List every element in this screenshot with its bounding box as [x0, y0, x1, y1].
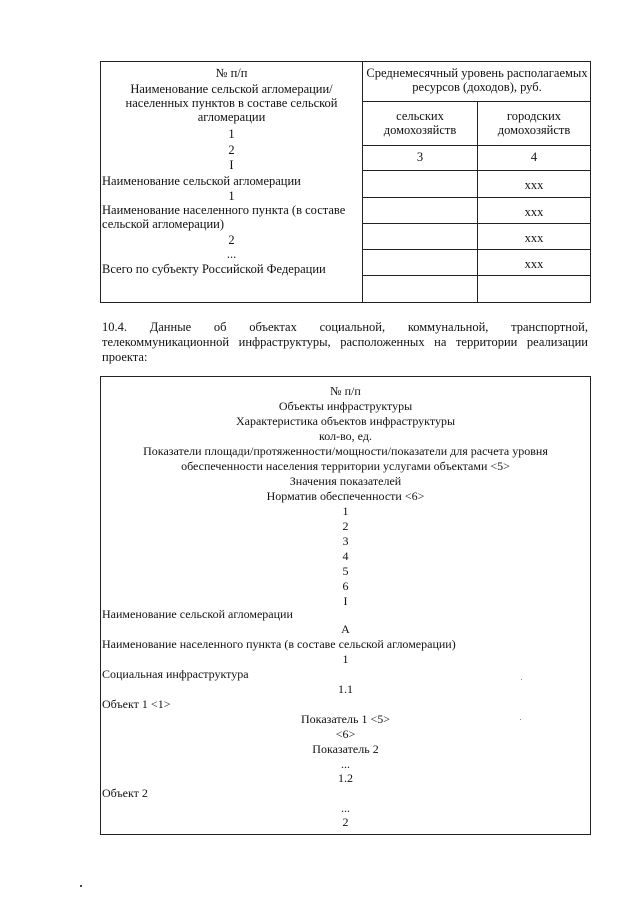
table2-row-value: 2	[342, 815, 349, 829]
table2-row-value: ...	[341, 801, 350, 815]
table2-row-value: Показатель 1 <5>	[301, 712, 390, 726]
table2-row-value: ...	[341, 757, 350, 771]
table2-header-line: 3	[342, 534, 349, 548]
table1-row-settlement: Наименование населенного пункта (в составе сельской агломерации)	[102, 203, 346, 231]
table1-xxx-cell: ххх	[524, 205, 544, 219]
table1-name-header: Наименование сельской агломерации/населенных пунктов в составе сельской агломерации	[125, 82, 338, 124]
table2-row-value: Показатель 2	[312, 742, 379, 756]
table2-row-value: 1.1	[338, 682, 353, 696]
table1-row-num-1: 1	[228, 189, 235, 203]
scan-dot	[521, 679, 522, 680]
table2-row-label: Объект 1 <1>	[102, 697, 171, 711]
table2-header-line: Характеристика объектов инфраструктуры	[235, 414, 456, 428]
table1-num-header: № п/п	[215, 66, 248, 80]
section-text: Данные об объектах социальной, коммунальной, транспортной, телекоммуникационной инфраструктуры, расположенных на территории реализации проекта:	[102, 320, 589, 364]
table1-income-header: Среднемесячный уровень располагаемых ресурсов (доходов), руб.	[366, 66, 588, 94]
section-number: 10.4.	[102, 320, 127, 334]
table2-header-line: Значения показателей	[289, 474, 402, 488]
table1-section-I: I	[229, 158, 234, 172]
table2-row-label: Наименование сельской агломерации	[102, 607, 293, 621]
table1-col-4: 4	[530, 150, 538, 164]
table2-row-label: Социальная инфраструктура	[102, 667, 249, 681]
table2-header-line: 1	[342, 504, 349, 518]
table2-row-value: 1.2	[338, 771, 353, 785]
table1-urban-header: городских домохозяйств	[497, 109, 571, 137]
table1-row-num-2: 2	[228, 233, 235, 247]
table2-header-line: 2	[342, 519, 349, 533]
table1-xxx-cell: ххх	[524, 257, 544, 271]
table2-header-line: 4	[342, 549, 349, 563]
table2-header-line: № п/п	[330, 384, 361, 398]
section-10-4-paragraph	[102, 320, 588, 365]
table2-header-line: Объекты инфраструктуры	[278, 399, 413, 413]
table2-row-value: A	[341, 622, 350, 636]
table1-col-3: 3	[416, 150, 424, 164]
table2-row-label: Наименование населенного пункта (в составе сельской агломерации)	[102, 637, 456, 651]
table1-xxx-cell: ххх	[524, 178, 544, 192]
table1-col-2: 2	[228, 143, 235, 157]
table1-row-total: Всего по субъекту Российской Федерации	[102, 262, 326, 276]
table2-header-line: Показатели площади/протяженности/мощности/показатели для расчета уровня	[143, 444, 548, 458]
table2-header-line: 6	[342, 579, 349, 593]
table1-row-agglomeration: Наименование сельской агломерации	[102, 174, 301, 188]
table1-col-1: 1	[228, 127, 235, 141]
table1-row-ellipsis: ...	[226, 247, 237, 261]
table2-header-line: Норматив обеспеченности <6>	[266, 489, 425, 503]
table1-rural-header: сельских домохозяйств	[383, 109, 457, 137]
table2-header-line: 5	[342, 564, 349, 578]
table2-row-value: 1	[342, 652, 349, 666]
table2-header-line: обеспеченности населения территории услугами объектами <5>	[181, 459, 510, 473]
table2-row-value: <6>	[335, 727, 356, 741]
scan-dot	[80, 885, 82, 887]
table2-row-label: Объект 2	[102, 786, 148, 800]
table1-xxx-cell: ххх	[524, 231, 544, 245]
table2-header-line: кол-во, ед.	[319, 429, 372, 443]
scan-dot	[520, 719, 521, 720]
table2-header-line: I	[343, 594, 348, 608]
